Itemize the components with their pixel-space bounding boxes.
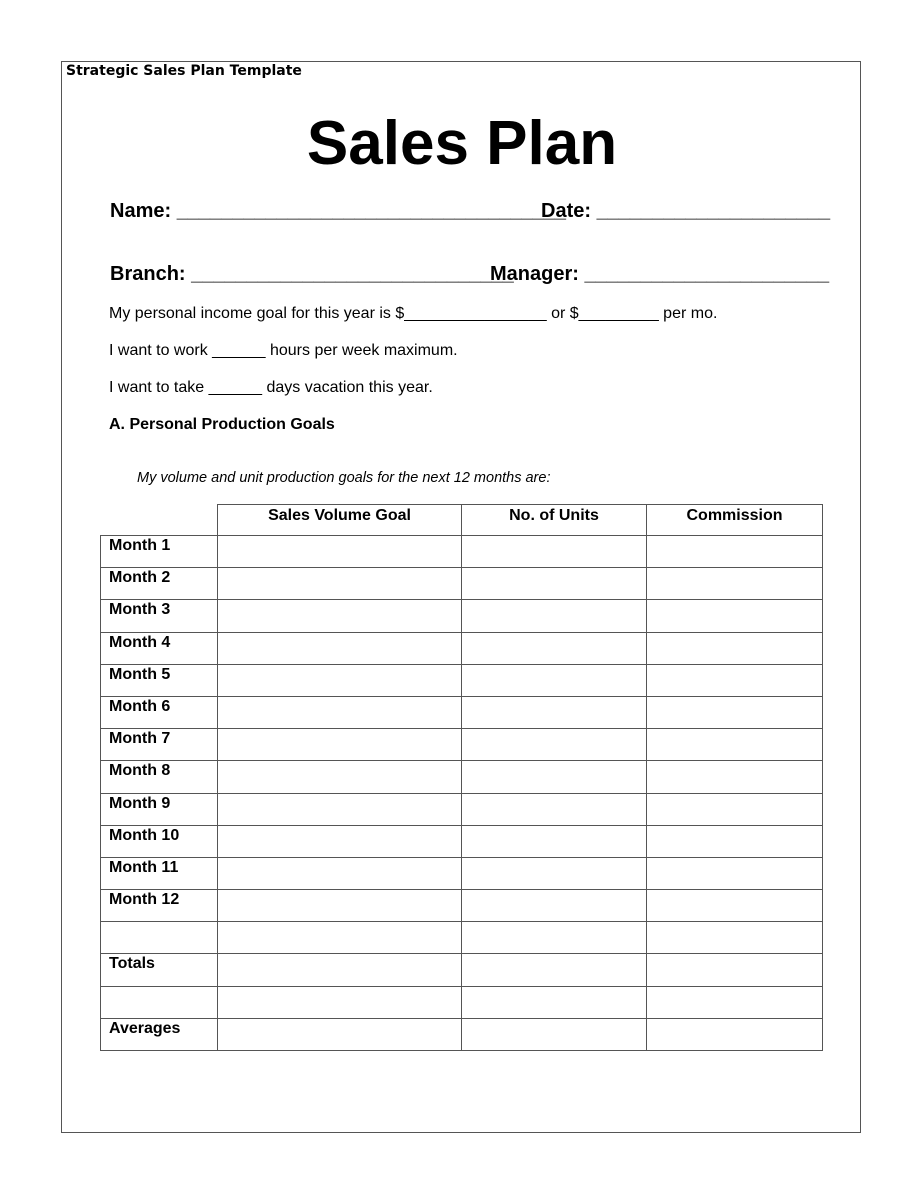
row-label: Month 11 (101, 857, 218, 889)
commission-cell[interactable] (647, 729, 823, 761)
row-label: Month 1 (101, 536, 218, 568)
header-commission: Commission (647, 505, 823, 536)
row-label: Month 10 (101, 825, 218, 857)
units-cell[interactable] (462, 696, 647, 728)
table-row (101, 536, 823, 568)
units-cell[interactable] (462, 986, 647, 1018)
table-row (101, 793, 823, 825)
table-row (101, 890, 823, 922)
sales-volume-cell[interactable] (218, 664, 462, 696)
sales-volume-cell[interactable] (218, 696, 462, 728)
commission-cell[interactable] (647, 664, 823, 696)
table-row (101, 857, 823, 889)
name-field[interactable]: Name: ___________________________________ (110, 200, 566, 222)
units-cell[interactable] (462, 761, 647, 793)
commission-cell[interactable] (647, 793, 823, 825)
table-row (101, 729, 823, 761)
date-field[interactable]: Date: _____________________ (541, 200, 831, 222)
units-cell[interactable] (462, 825, 647, 857)
row-label (101, 986, 218, 1018)
units-cell[interactable] (462, 857, 647, 889)
sales-volume-cell[interactable] (218, 986, 462, 1018)
row-label: Totals (101, 954, 218, 986)
sales-volume-cell[interactable] (218, 922, 462, 954)
commission-cell[interactable] (647, 922, 823, 954)
page-title: Sales Plan (306, 109, 618, 178)
sales-volume-cell[interactable] (218, 1018, 462, 1050)
units-cell[interactable] (462, 890, 647, 922)
sales-volume-cell[interactable] (218, 632, 462, 664)
table-row (101, 568, 823, 600)
table-row (101, 825, 823, 857)
commission-cell[interactable] (647, 600, 823, 632)
units-cell[interactable] (462, 1018, 647, 1050)
header-no-of-units: No. of Units (462, 505, 647, 536)
table-row (101, 986, 823, 1018)
production-goals-table (100, 504, 823, 1051)
commission-cell[interactable] (647, 986, 823, 1018)
units-cell[interactable] (462, 729, 647, 761)
row-label: Month 8 (101, 761, 218, 793)
table-row (101, 696, 823, 728)
commission-cell[interactable] (647, 825, 823, 857)
commission-cell[interactable] (647, 536, 823, 568)
sales-volume-cell[interactable] (218, 954, 462, 986)
row-label (101, 922, 218, 954)
units-cell[interactable] (462, 568, 647, 600)
sales-volume-cell[interactable] (218, 761, 462, 793)
units-cell[interactable] (462, 922, 647, 954)
branch-field[interactable]: Branch: _____________________________ (110, 263, 514, 285)
vacation-line[interactable]: I want to take ______ days vacation this year. (109, 379, 433, 396)
manager-field[interactable]: Manager: ______________________ (490, 263, 830, 285)
sales-volume-cell[interactable] (218, 857, 462, 889)
section-heading: A. Personal Production Goals (109, 416, 335, 433)
corner-cell (101, 505, 218, 536)
table-row (101, 761, 823, 793)
units-cell[interactable] (462, 793, 647, 825)
work-hours-line[interactable]: I want to work ______ hours per week maximum. (109, 342, 458, 359)
units-cell[interactable] (462, 664, 647, 696)
commission-cell[interactable] (647, 954, 823, 986)
row-label: Month 7 (101, 729, 218, 761)
sales-volume-cell[interactable] (218, 793, 462, 825)
sales-volume-cell[interactable] (218, 890, 462, 922)
sales-volume-cell[interactable] (218, 825, 462, 857)
commission-cell[interactable] (647, 568, 823, 600)
table-row (101, 664, 823, 696)
income-goal-line[interactable]: My personal income goal for this year is $________________ or $_________ per mo. (109, 305, 718, 322)
units-cell[interactable] (462, 632, 647, 664)
commission-cell[interactable] (647, 890, 823, 922)
row-label: Month 6 (101, 696, 218, 728)
row-label: Month 4 (101, 632, 218, 664)
sales-volume-cell[interactable] (218, 600, 462, 632)
units-cell[interactable] (462, 536, 647, 568)
table-row (101, 600, 823, 632)
row-label: Month 3 (101, 600, 218, 632)
units-cell[interactable] (462, 600, 647, 632)
commission-cell[interactable] (647, 857, 823, 889)
commission-cell[interactable] (647, 696, 823, 728)
row-label: Month 12 (101, 890, 218, 922)
units-cell[interactable] (462, 954, 647, 986)
table-row (101, 1018, 823, 1050)
table-row (101, 954, 823, 986)
commission-cell[interactable] (647, 761, 823, 793)
row-label: Month 9 (101, 793, 218, 825)
table-row (101, 922, 823, 954)
sales-volume-cell[interactable] (218, 536, 462, 568)
sales-volume-cell[interactable] (218, 729, 462, 761)
commission-cell[interactable] (647, 1018, 823, 1050)
sales-volume-cell[interactable] (218, 568, 462, 600)
row-label: Month 2 (101, 568, 218, 600)
row-label: Averages (101, 1018, 218, 1050)
template-label: Strategic Sales Plan Template (66, 63, 302, 79)
row-label: Month 5 (101, 664, 218, 696)
table-row (101, 632, 823, 664)
header-sales-volume-goal: Sales Volume Goal (218, 505, 462, 536)
commission-cell[interactable] (647, 632, 823, 664)
table-intro: My volume and unit production goals for the next 12 months are: (137, 470, 551, 486)
